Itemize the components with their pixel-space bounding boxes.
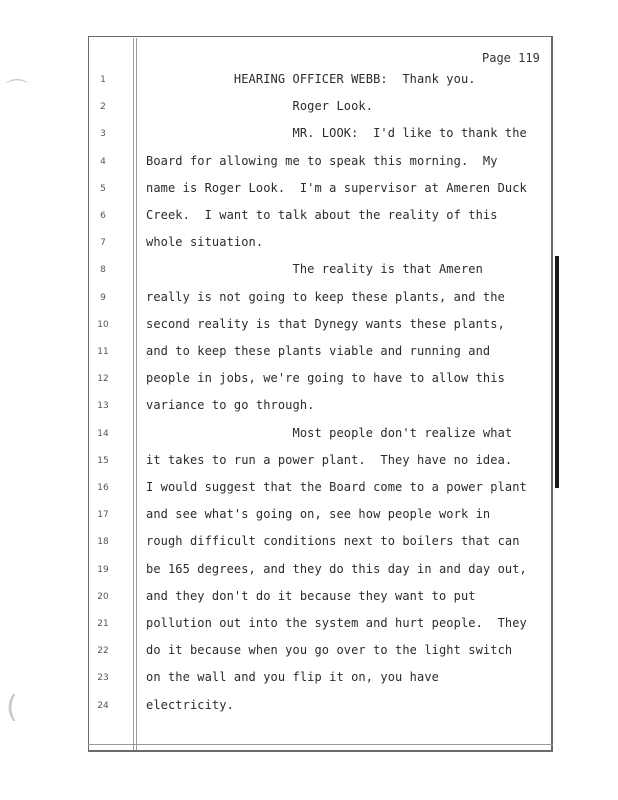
line-number: 12 xyxy=(97,374,109,385)
transcript-line: and to keep these plants viable and running and xyxy=(146,344,491,358)
transcript-line: Creek. I want to talk about the reality of this xyxy=(146,208,498,222)
transcript-line: on the wall and you flip it on, you have xyxy=(146,670,439,685)
margin-rule xyxy=(136,38,137,750)
transcript-line: people in jobs, we're going to have to allow this xyxy=(146,371,505,386)
line-number: 20 xyxy=(97,591,109,602)
line-number: 18 xyxy=(97,537,109,548)
line-number: 24 xyxy=(97,700,109,711)
bottom-rule xyxy=(88,744,553,745)
line-number: 4 xyxy=(100,156,106,167)
line-number: 2 xyxy=(100,102,106,113)
line-number: 13 xyxy=(97,401,109,412)
transcript-line: MR. LOOK: I'd like to thank the xyxy=(146,126,527,141)
transcript-line: it takes to run a power plant. They have no idea. xyxy=(146,452,513,467)
transcript-line: The reality is that Ameren xyxy=(146,262,483,277)
line-number: 10 xyxy=(97,319,109,330)
line-number: 8 xyxy=(100,265,106,276)
transcript-line: rough difficult conditions next to boilers that can xyxy=(146,534,520,549)
line-number: 21 xyxy=(97,619,109,629)
line-number: 23 xyxy=(97,673,109,684)
transcript-line: and they don't do it because they want to put xyxy=(146,588,476,603)
transcript-line: Most people don't realize what xyxy=(146,425,513,440)
scan-edge-bar xyxy=(555,256,559,488)
page-number: Page 119 xyxy=(482,51,540,65)
line-number: 5 xyxy=(100,183,106,194)
line-number: 19 xyxy=(97,564,109,575)
transcript-line: I would suggest that the Board come to a power plant xyxy=(146,480,527,494)
transcript-line: Roger Look. xyxy=(146,99,374,114)
transcript-line: do it because when you go over to the light switch xyxy=(146,643,513,658)
line-number: 17 xyxy=(97,510,109,521)
transcript-line: be 165 degrees, and they do this day in and day out, xyxy=(146,561,527,576)
transcript-line: HEARING OFFICER WEBB: Thank you. xyxy=(146,72,476,86)
line-number: 11 xyxy=(97,347,109,357)
line-number: 16 xyxy=(97,483,109,493)
margin-rule xyxy=(133,38,134,750)
line-number: 1 xyxy=(100,75,106,85)
scan-artifact-mark: ( xyxy=(6,690,18,725)
transcript-line: really is not going to keep these plants, and the xyxy=(146,289,505,304)
transcript-line: pollution out into the system and hurt people. They xyxy=(146,616,527,630)
transcript-line: electricity. xyxy=(146,697,234,712)
line-number: 3 xyxy=(100,129,106,140)
line-number: 9 xyxy=(100,292,106,303)
line-number: 6 xyxy=(100,211,106,221)
line-number: 7 xyxy=(100,238,106,249)
transcript-line: whole situation. xyxy=(146,235,264,250)
transcript-line: second reality is that Dynegy wants these plants, xyxy=(146,316,505,331)
scan-artifact-mark: ⌒ xyxy=(6,79,29,104)
line-number: 14 xyxy=(97,428,109,439)
transcript-line: Board for allowing me to speak this morning. My xyxy=(146,153,498,168)
transcript-line: name is Roger Look. I'm a supervisor at Ameren Duck xyxy=(146,180,527,195)
transcript-line: variance to go through. xyxy=(146,398,315,413)
transcript-line: and see what's going on, see how people work in xyxy=(146,507,491,522)
line-number: 15 xyxy=(97,455,109,466)
line-number: 22 xyxy=(97,646,109,657)
